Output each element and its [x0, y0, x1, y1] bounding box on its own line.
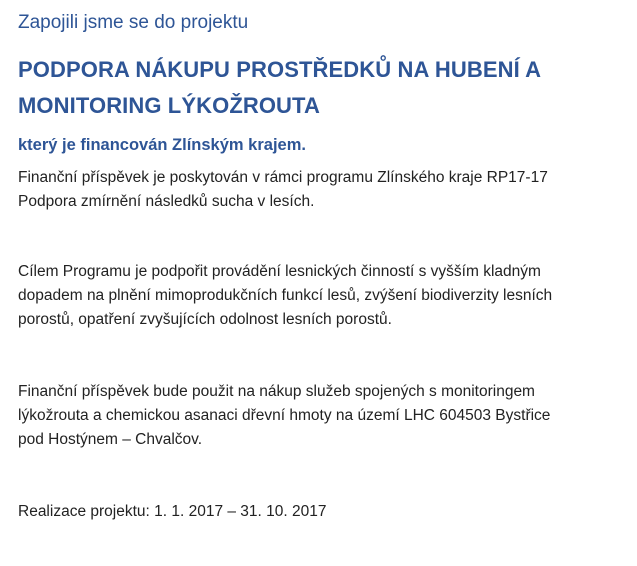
- document: [18, 0, 618, 524]
- funding-statement: který je financován Zlínským krajem.: [18, 136, 306, 154]
- program-line-1: Finanční příspěvek je poskytován v rámci programu Zlínského kraje RP17-17: [18, 169, 548, 186]
- usage-line-2: lýkožrouta a chemickou asanaci dřevní hmoty na území LHC 604503 Bystřice: [18, 407, 551, 424]
- program-line-2: Podpora zmírnění následků sucha v lesích.: [18, 193, 315, 210]
- intro-text: Zapojili jsme se do projektu: [18, 12, 249, 33]
- program-paragraph: [18, 166, 618, 214]
- usage-line-1: Finanční příspěvek bude použit na nákup služeb spojených s monitoringem: [18, 383, 535, 400]
- goal-line-3: porostů, opatření zvyšujících odolnost lesních porostů.: [18, 311, 392, 328]
- project-title-line-1: PODPORA NÁKUPU PROSTŘEDKŮ NA HUBENÍ A: [18, 57, 542, 82]
- project-title: [18, 52, 618, 124]
- goal-line-1: Cílem Programu je podpořit provádění lesnických činností s vyšším kladným: [18, 263, 541, 280]
- goal-paragraph: [18, 260, 618, 332]
- project-title-line-2: MONITORING LÝKOŽROUTA: [18, 93, 320, 118]
- usage-paragraph: [18, 380, 618, 452]
- goal-line-2: dopadem na plnění mimoprodukčních funkcí lesů, zvýšení biodiverzity lesních: [18, 287, 553, 304]
- realization-dates: Realizace projektu: 1. 1. 2017 – 31. 10. 2017: [18, 503, 327, 520]
- usage-line-3: pod Hostýnem – Chvalčov.: [18, 431, 203, 448]
- realization-paragraph: [18, 500, 618, 524]
